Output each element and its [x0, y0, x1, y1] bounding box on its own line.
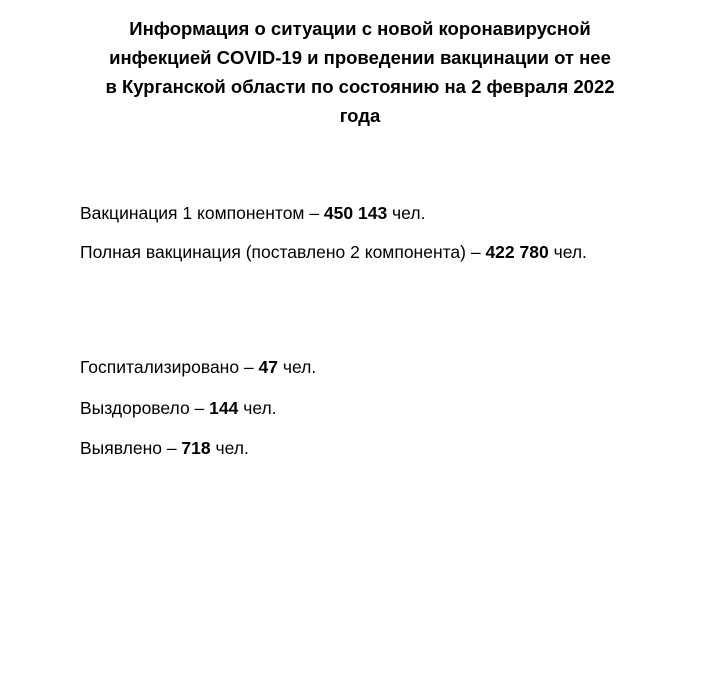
detected-label: Выявлено – [80, 438, 182, 458]
recovered-unit: чел. [238, 398, 277, 418]
full-vaccination-label: Полная вакцинация (поставлено 2 компонента) – [80, 242, 486, 262]
recovered-label: Выздоровело – [80, 398, 210, 418]
full-vaccination-unit: чел. [548, 242, 587, 262]
first-component-label: Вакцинация 1 компонентом – [80, 203, 324, 223]
first-component-value: 450 143 [323, 203, 388, 223]
title-line-1: Информация о ситуации с новой коронавирусной [129, 18, 591, 39]
hospitalized-label: Госпитализировано – [80, 357, 259, 377]
recovered-line [80, 397, 641, 419]
recovered-value: 144 [209, 398, 239, 418]
full-vaccination-line [80, 232, 641, 272]
hospitalized-unit: чел. [278, 357, 317, 377]
first-component-unit: чел. [387, 203, 426, 223]
title-line-3: в Курганской области по состоянию на 2 февраля 2022 [105, 76, 615, 97]
detected-unit: чел. [210, 438, 249, 458]
title-line-4: года [339, 105, 381, 126]
full-vaccination-value: 422 780 [485, 242, 549, 262]
hospitalized-line [80, 356, 641, 378]
title-line-2: инфекцией COVID-19 и проведении вакцинации от нее [109, 47, 611, 68]
detected-value: 718 [181, 438, 211, 458]
document-title [60, 14, 660, 130]
detected-line [80, 437, 641, 459]
hospitalized-value: 47 [258, 357, 278, 377]
first-component-vaccination-line [80, 202, 641, 224]
